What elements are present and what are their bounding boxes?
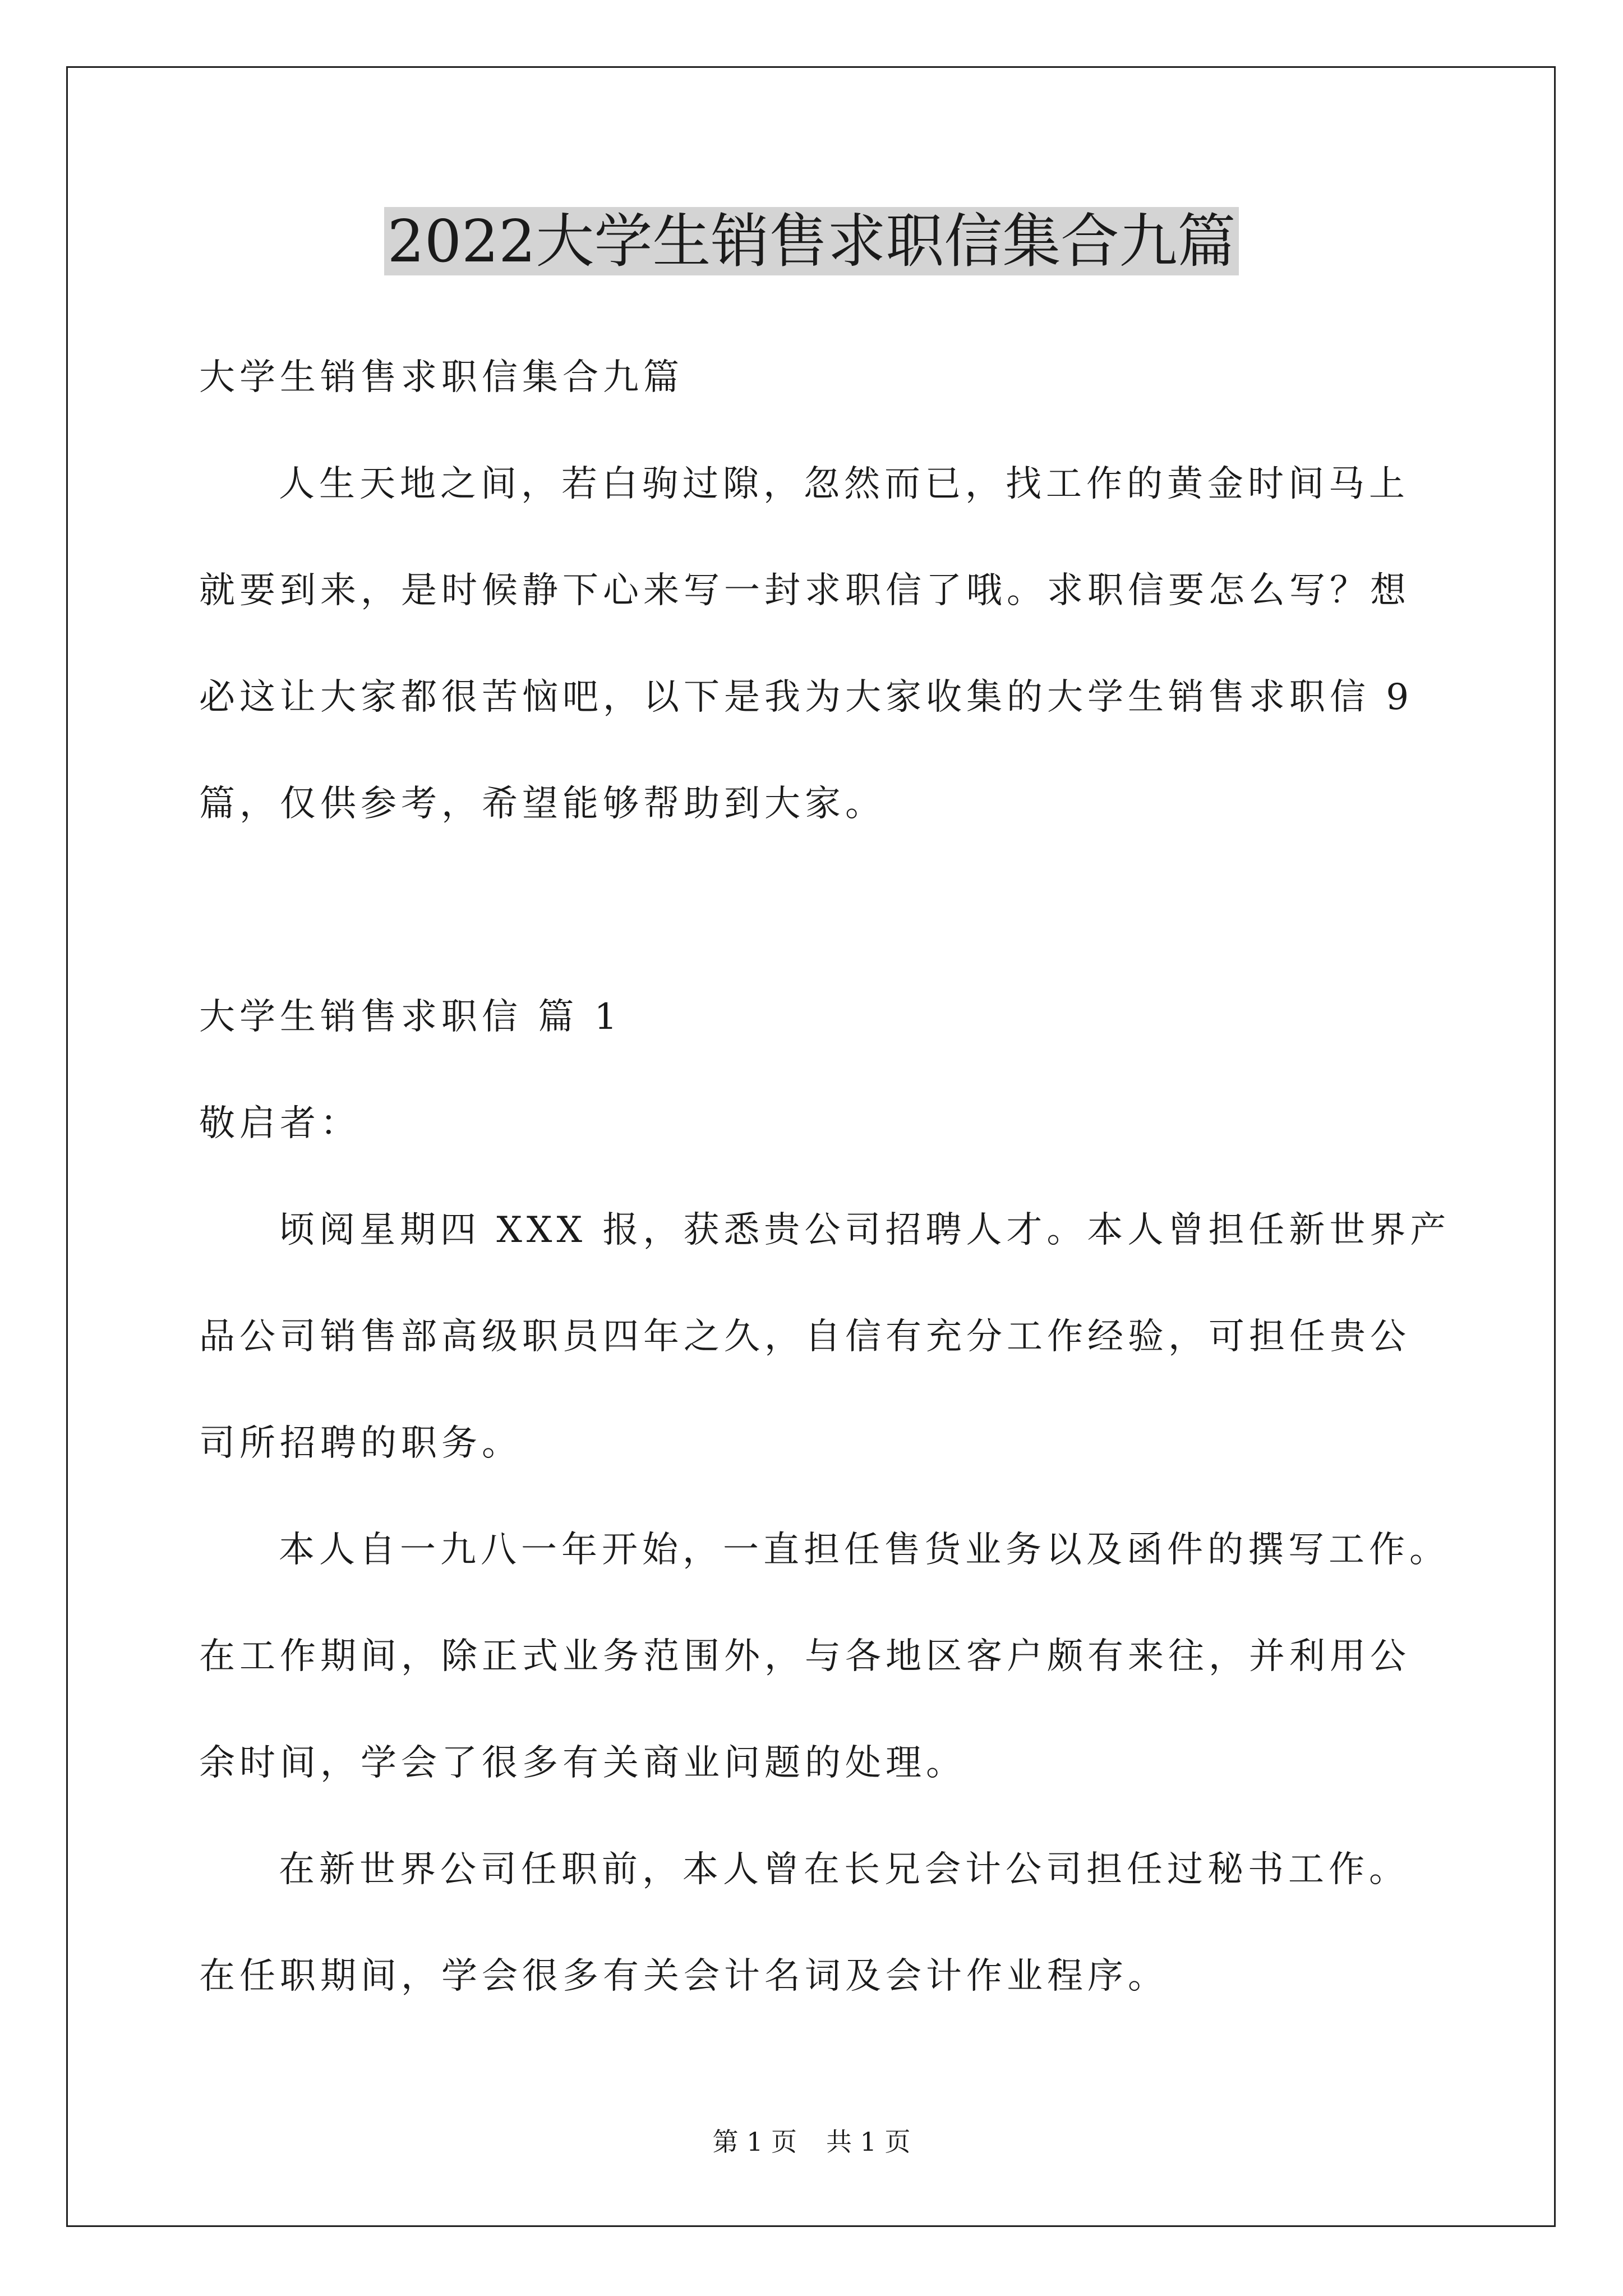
page-footer	[0, 2125, 1623, 2159]
document-title-text: 2022大学生销售求职信集合九篇	[384, 207, 1239, 275]
intro-line-4: 篇，仅供参考，希望能够帮助到大家。	[199, 783, 886, 825]
intro-line-1: 人生天地之间，若白驹过隙，忽然而已，找工作的黄金时间马上	[279, 463, 1409, 505]
paragraph3-line-1: 在新世界公司任职前，本人曾在长兄会计公司担任过秘书工作。	[279, 1849, 1409, 1890]
page-number-current: 第 1 页	[712, 2127, 797, 2157]
salutation: 敬启者：	[199, 1103, 361, 1144]
page-number-total: 共 1 页	[826, 2127, 911, 2157]
document-title	[0, 199, 1623, 283]
paragraph3-line-2: 在任职期间，学会很多有关会计名词及会计作业程序。	[199, 1955, 1168, 1997]
subtitle: 大学生销售求职信集合九篇	[199, 357, 684, 398]
paragraph1-line-3: 司所招聘的职务。	[199, 1423, 522, 1464]
paragraph2-line-2: 在工作期间，除正式业务范围外，与各地区客户颇有来往，并利用公	[199, 1636, 1410, 1677]
section-heading: 大学生销售求职信 篇 1	[199, 996, 622, 1038]
paragraph2-line-1: 本人自一九八一年开始，一直担任售货业务以及函件的撰写工作。	[279, 1529, 1450, 1571]
intro-line-3: 必这让大家都很苦恼吧，以下是我为大家收集的大学生销售求职信 9	[199, 677, 1414, 718]
paragraph2-line-3: 余时间，学会了很多有关商业问题的处理。	[199, 1742, 966, 1784]
intro-line-2: 就要到来，是时候静下心来写一封求职信了哦。求职信要怎么写？想	[199, 570, 1410, 611]
paragraph1-line-2: 品公司销售部高级职员四年之久，自信有充分工作经验，可担任贵公	[199, 1316, 1410, 1358]
paragraph1-line-1: 顷阅星期四 XXX 报，获悉贵公司招聘人才。本人曾担任新世界产	[279, 1209, 1451, 1251]
